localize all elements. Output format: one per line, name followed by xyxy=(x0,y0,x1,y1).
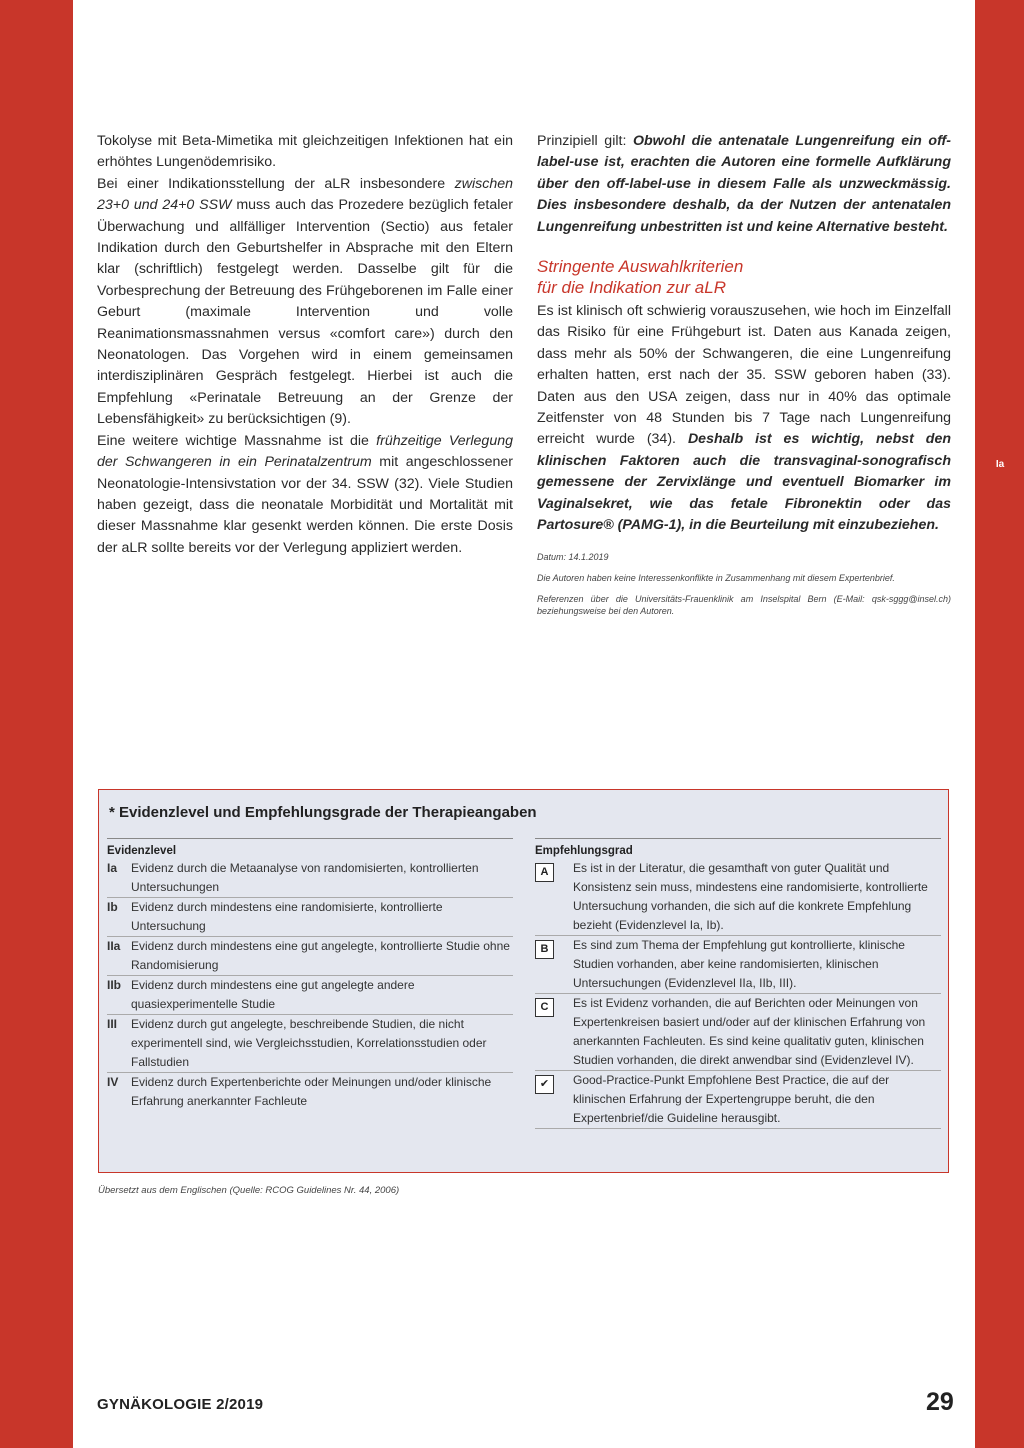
evidence-level-text: Evidenz durch mindestens eine gut angelegte, kontrollierte Studie ohne Randomisierung xyxy=(131,939,510,972)
recommendation-grade-row xyxy=(535,993,941,1070)
recommendation-grade-row xyxy=(535,935,941,993)
evidence-level-text: Evidenz durch die Metaanalyse von randomisierten, kontrollierten Untersuchungen xyxy=(131,861,479,894)
grade-letter-box: ✔ xyxy=(535,1075,554,1094)
right-red-band xyxy=(975,0,1024,1448)
evidence-level-text: Evidenz durch mindestens eine randomisierte, kontrollierte Untersuchung xyxy=(131,900,443,933)
evidence-level-code: IV xyxy=(107,1075,119,1089)
evidence-level-row xyxy=(107,897,513,936)
evidence-level-code: IIa xyxy=(107,939,121,953)
journal-name: GYNÄKOLOGIE 2/2019 xyxy=(97,1396,264,1413)
evidence-level-text: Evidenz durch Expertenberichte oder Meinungen und/oder klinische Erfahrung anerkannter Fachleute xyxy=(131,1075,492,1108)
right-text-column xyxy=(537,131,951,617)
grade-text: Es ist Evidenz vorhanden, die auf Berichten oder Meinungen von Expertenkreisen basiert und/oder auf der klinischen Erfahrung von anerkannten Fachleuten. Es sind keine qualitativ guten, klinischen Studien vorhanden, die direkt anwendbar sind (Evidenzlevel IV). xyxy=(573,996,926,1067)
table-caption: Übersetzt aus dem Englischen (Quelle: RCOG Guidelines Nr. 44, 2006) xyxy=(98,1185,400,1196)
evidence-level-row xyxy=(107,936,513,975)
date-note: Datum: 14.1.2019 xyxy=(537,551,609,562)
recommendation-grades-header: Empfehlungsgrad xyxy=(535,838,941,859)
evidence-box-title: * Evidenzlevel und Empfehlungsgrade der Therapieangaben xyxy=(109,804,537,821)
grade-text: Es ist in der Literatur, die gesamthaft von guter Qualität und Konsistenz sein muss, mindestens eine randomisierte, kontrollierte Untersuchung vorhanden, die sich auf die konkrete Empfehlung bezieht (Evidenzlevel Ia, Ib). xyxy=(573,861,928,932)
recommendation-grade-row xyxy=(535,1070,941,1129)
grade-box-cell xyxy=(535,859,573,935)
grade-box-cell xyxy=(535,936,573,993)
section-heading: Stringente Auswahlkriterien für die Indikation zur aLR xyxy=(537,257,744,298)
margin-evidence-level: Ia xyxy=(995,459,1005,470)
grade-box-cell xyxy=(535,994,573,1070)
grade-letter-box: C xyxy=(535,998,554,1017)
evidence-level-code: III xyxy=(107,1017,118,1031)
evidence-level-row xyxy=(107,859,513,897)
evidence-level-code: IIb xyxy=(107,978,121,992)
grade-box-cell xyxy=(535,1071,573,1128)
grade-text: Good-Practice-Punkt Empfohlene Best Practice, die auf der klinischen Erfahrung der Expertengruppe beruht, die den Expertenbrief/die Guideline herausgibt. xyxy=(573,1073,890,1125)
page-number: 29 xyxy=(926,1388,954,1416)
recommendation-grades-list xyxy=(535,838,941,1129)
left-text-column xyxy=(97,131,513,559)
recommendation-grade-row xyxy=(535,859,941,935)
references-note: Referenzen über die Universitäts-Frauenklinik am Inselspital Bern (E-Mail: qsk-sggg@insel.ch) beziehungsweise bei den Autoren. xyxy=(537,593,951,616)
grade-letter-box: B xyxy=(535,940,554,959)
conflict-note: Die Autoren haben keine Interessenkonflikte in Zusammenhang mit diesem Expertenbrief. xyxy=(537,572,895,583)
levels-rows xyxy=(107,859,513,1111)
paragraph: Eine weitere wichtige Massnahme ist die frühzeitige Verlegung der Schwangeren in ein Perinatalzentrum mit angeschlossener Neonatologie-Intensivstation vor der 34. SSW (32). Viele Studien haben gezeigt, dass die neonatale Morbidität und Mortalität mit dieser Massnahme klar gesenkt werden können. Die erste Dosis der aLR sollte bereits vor der Verlegung appliziert werden. xyxy=(97,432,513,556)
evidence-box xyxy=(98,789,949,1173)
evidence-levels-list xyxy=(107,838,513,1111)
paragraph: Prinzipiell gilt: Obwohl die antenatale Lungenreifung ein off-label-use ist, erachten die Autoren eine formelle Aufklärung über den off-label-use in diesem Falle als unzweckmässig. Dies insbesondere deshalb, da der Nutzen der antenatalen Lungenreifung unbestritten ist und keine Alternative besteht. xyxy=(537,133,951,235)
evidence-level-code: Ib xyxy=(107,900,118,914)
grades-rows xyxy=(535,859,941,1129)
paragraph: Bei einer Indikationsstellung der aLR insbesondere zwischen 23+0 und 24+0 SSW muss auch das Prozedere bezüglich fetaler Überwachung und allfälliger Intervention (Sectio) aus fetaler Indikation durch den Geburtshelfer in Absprache mit den Eltern klar (schriftlich) festgelegt werden. Dasselbe gilt für die Vorbesprechung der Betreuung des Frühgeborenen im Falle einer Geburt (maximale Intervention und volle Reanimationsmassnahmen versus «comfort care») durch den Neonatologen. Das Vorgehen wird in einem gemeinsamen interdisziplinären Gespräch festgelegt. Hierbei ist auch die Empfehlung «Perinatale Betreuung an der Grenze der Lebensfähigkeit» zu berücksichtigen (9). xyxy=(97,175,513,428)
evidence-level-row xyxy=(107,975,513,1014)
evidence-level-text: Evidenz durch mindestens eine gut angelegte andere quasiexperimentelle Studie xyxy=(131,978,415,1011)
grade-letter-box: A xyxy=(535,863,554,882)
paragraph: Tokolyse mit Beta-Mimetika mit gleichzeitigen Infektionen hat ein erhöhtes Lungenödemrisiko. xyxy=(97,133,513,171)
grade-text: Es sind zum Thema der Empfehlung gut kontrollierte, klinische Studien vorhanden, aber keine randomisierten, klinischen Untersuchungen (Evidenzlevel IIa, IIb, III). xyxy=(573,938,905,990)
evidence-levels-header: Evidenzlevel xyxy=(107,838,513,859)
left-red-band xyxy=(0,0,73,1448)
evidence-level-row xyxy=(107,1072,513,1111)
paragraph: Es ist klinisch oft schwierig vorauszusehen, wie hoch im Einzelfall das Risiko für eine Frühgeburt ist. Daten aus Kanada zeigen, dass mehr als 50% der Schwangeren, die eine Lungenreifung erhalten hatten, erst nach der 35. SSW geboren haben (33). Daten aus den USA zeigen, dass nur in 40% das optimale Zeitfenster von 48 Stunden bis 7 Tage nach Lungenreifung erreicht wurde (34). Deshalb ist es wichtig, nebst den klinischen Faktoren auch die transvaginal-sonografisch gemessene der Zervixlänge und eventuell Biomarker im Vaginalsekret, wie das fetale Fibronektin oder das Partosure® (PAMG-1), in die Beurteilung mit einzubeziehen. xyxy=(537,303,952,534)
evidence-level-code: Ia xyxy=(107,861,118,875)
evidence-level-text: Evidenz durch gut angelegte, beschreibende Studien, die nicht experimentell sind, wie Vergleichsstudien, Korrelationsstudien oder Fallstudien xyxy=(131,1017,487,1069)
evidence-level-row xyxy=(107,1014,513,1072)
